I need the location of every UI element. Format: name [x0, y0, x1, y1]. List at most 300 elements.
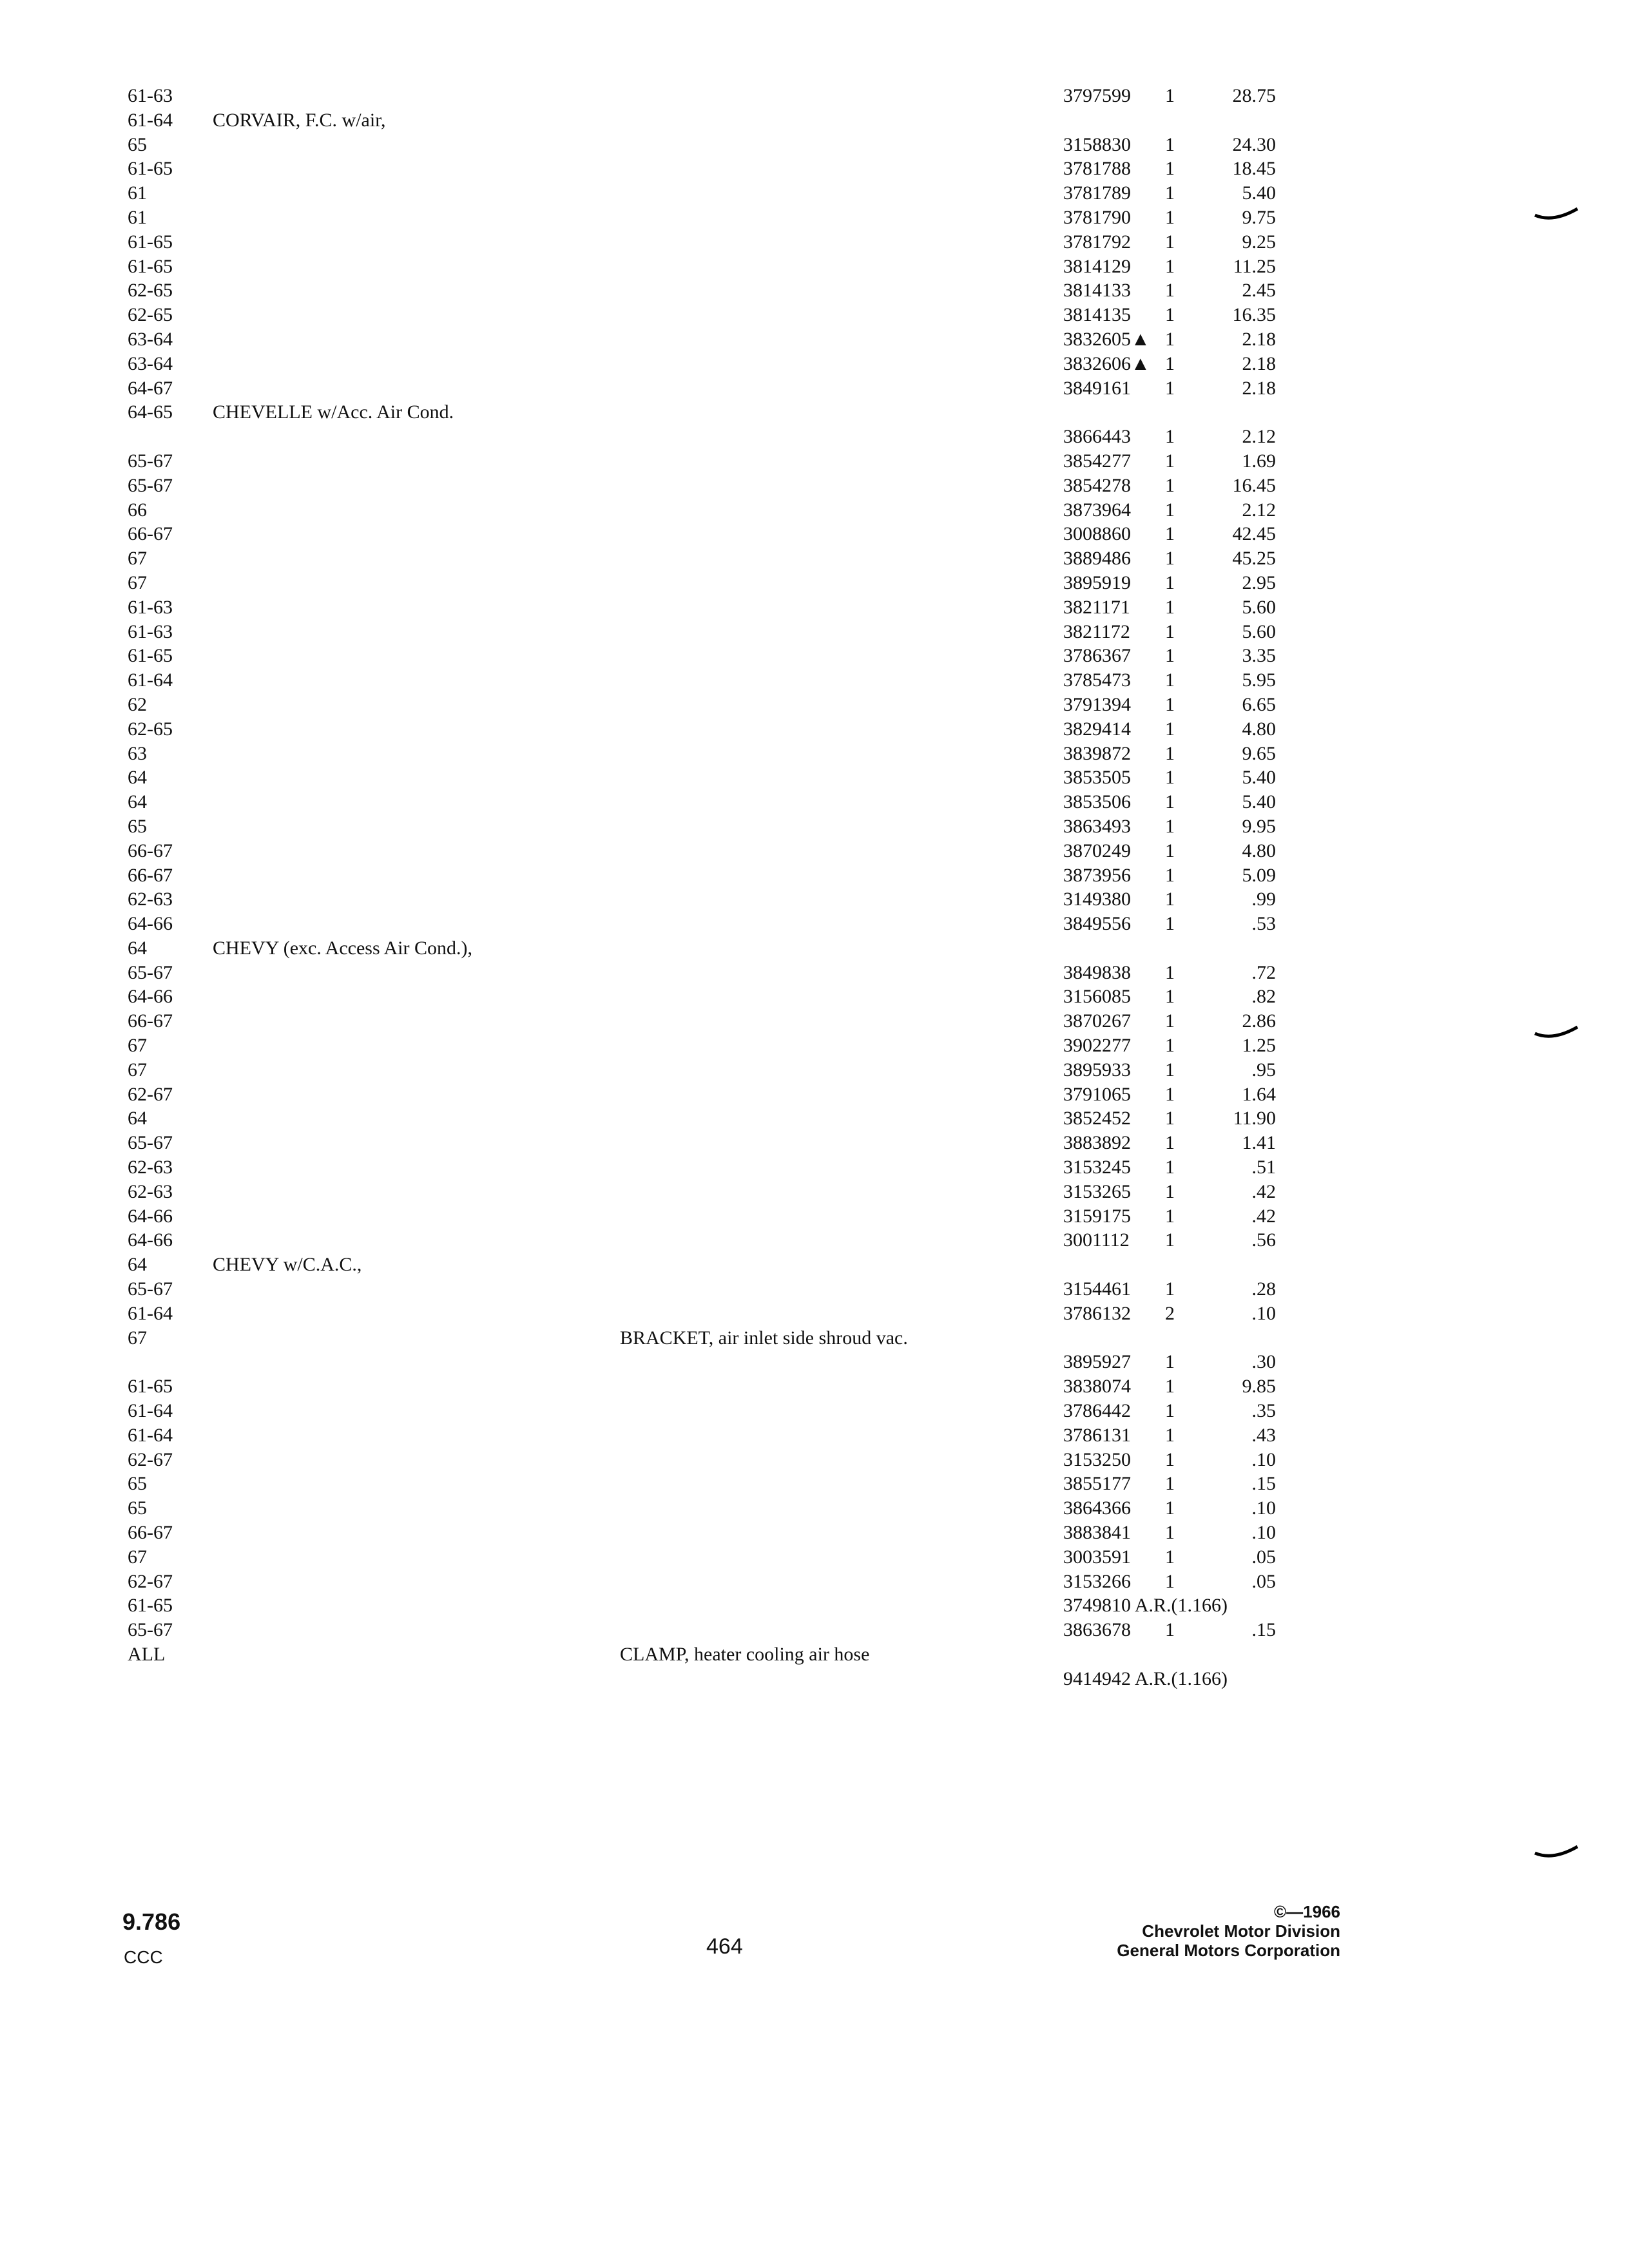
model-year: 62-65	[128, 280, 173, 302]
model-year: 65-67	[128, 474, 173, 496]
quantity: 1	[1165, 1229, 1175, 1251]
part-number: 3854278	[1063, 474, 1131, 496]
list-price: 11.25	[1233, 255, 1276, 277]
parts-row	[0, 1204, 1629, 1229]
parts-row	[0, 1618, 1629, 1642]
vehicle-model: CHEVY w/C.A.C.,	[213, 1254, 362, 1276]
parts-row	[0, 449, 1629, 474]
list-price: 3.35	[1242, 645, 1276, 667]
list-price: 9.95	[1242, 815, 1276, 837]
parts-row	[0, 1180, 1629, 1204]
list-price: 1.69	[1242, 450, 1276, 472]
vehicle-model: CORVAIR, F.C. w/air,	[213, 109, 386, 131]
parts-row	[0, 108, 1629, 133]
quantity: 1	[1165, 840, 1175, 861]
model-year: 64	[128, 1254, 147, 1276]
quantity: 1	[1165, 1570, 1175, 1592]
parts-row	[0, 206, 1629, 230]
model-year: 64	[128, 767, 147, 789]
part-number: 3791065	[1063, 1083, 1131, 1105]
part-description: BRACKET, air inlet side shroud vac.	[620, 1327, 908, 1349]
quantity: 1	[1165, 499, 1175, 521]
parts-row	[0, 936, 1629, 961]
part-number: 3786131	[1063, 1424, 1131, 1446]
model-year: 64	[128, 1108, 147, 1129]
quantity: 1	[1165, 1448, 1175, 1470]
quantity: 1	[1165, 1376, 1175, 1398]
model-year: 65	[128, 1497, 147, 1519]
parts-row	[0, 863, 1629, 888]
list-price: 9.85	[1242, 1376, 1276, 1398]
part-number: 3785473	[1063, 669, 1131, 691]
quantity: 1	[1165, 1059, 1175, 1081]
part-number: 3839872	[1063, 742, 1131, 764]
part-number: 3781789	[1063, 182, 1131, 204]
quantity: 1	[1165, 1278, 1175, 1300]
list-price: .99	[1251, 889, 1276, 910]
parts-row	[0, 887, 1629, 912]
parts-row	[0, 1033, 1629, 1058]
parts-row	[0, 1326, 1629, 1350]
quantity: 1	[1165, 255, 1175, 277]
list-price: 24.30	[1232, 133, 1276, 155]
list-price: .51	[1251, 1157, 1276, 1178]
model-year: 61-65	[128, 255, 173, 277]
quantity: 2	[1165, 1302, 1175, 1324]
parts-row	[0, 912, 1629, 936]
part-number: 9414942 A.R.(1.166)	[1063, 1667, 1228, 1689]
quantity: 1	[1165, 1205, 1175, 1227]
publisher-block	[1031, 1902, 1340, 1960]
quantity: 1	[1165, 1546, 1175, 1568]
list-price: .15	[1251, 1619, 1276, 1641]
parts-row	[0, 278, 1629, 303]
list-price: .72	[1251, 961, 1276, 983]
model-year: 64-66	[128, 913, 173, 935]
part-number: 3781790	[1063, 206, 1131, 228]
model-year: 61-64	[128, 1400, 173, 1422]
parts-row	[0, 1496, 1629, 1521]
vehicle-model: CHEVY (exc. Access Air Cond.),	[213, 937, 472, 959]
parts-row	[0, 1374, 1629, 1399]
list-price: .05	[1251, 1546, 1276, 1568]
list-price: 42.45	[1232, 523, 1276, 545]
parts-row	[0, 522, 1629, 546]
model-year: 67	[128, 1327, 147, 1349]
model-year: 65-67	[128, 1132, 173, 1154]
vehicle-model: CHEVELLE w/Acc. Air Cond.	[213, 401, 454, 423]
part-number: 3853506	[1063, 791, 1131, 813]
model-year: 62	[128, 693, 147, 715]
quantity: 1	[1165, 1132, 1175, 1154]
parts-row	[0, 571, 1629, 595]
part-number: 3895927	[1063, 1351, 1131, 1373]
page-number: 464	[706, 1934, 743, 1959]
quantity: 1	[1165, 182, 1175, 204]
part-number: 3814133	[1063, 280, 1131, 302]
part-number: 3781792	[1063, 231, 1131, 253]
model-year: 61-65	[128, 231, 173, 253]
part-number: 3864366	[1063, 1497, 1131, 1519]
part-number: 3895919	[1063, 572, 1131, 593]
quantity: 1	[1165, 1400, 1175, 1422]
list-price: .10	[1251, 1302, 1276, 1324]
part-number: 3832605▲	[1063, 328, 1150, 350]
part-number: 3832606▲	[1063, 352, 1150, 374]
section-code: 9.786	[122, 1908, 181, 1935]
quantity: 1	[1165, 377, 1175, 399]
quantity: 1	[1165, 328, 1175, 350]
list-price: 9.25	[1242, 231, 1276, 253]
parts-row	[0, 1302, 1629, 1326]
part-number: 3849838	[1063, 961, 1131, 983]
quantity: 1	[1165, 645, 1175, 667]
list-price: .82	[1251, 986, 1276, 1008]
part-number: 3849556	[1063, 913, 1131, 935]
quantity: 1	[1165, 742, 1175, 764]
parts-row	[0, 644, 1629, 668]
model-year: 63	[128, 742, 147, 764]
part-number: 3883892	[1063, 1132, 1131, 1154]
list-price: 1.41	[1242, 1132, 1276, 1154]
quantity: 1	[1165, 718, 1175, 740]
parts-row	[0, 546, 1629, 571]
parts-row	[0, 1009, 1629, 1033]
parts-row	[0, 230, 1629, 255]
quantity: 1	[1165, 231, 1175, 253]
model-year: 65-67	[128, 1278, 173, 1300]
model-year: 61	[128, 182, 147, 204]
parts-row	[0, 1423, 1629, 1448]
model-year: 64-66	[128, 986, 173, 1008]
quantity: 1	[1165, 596, 1175, 618]
parts-row	[0, 1570, 1629, 1594]
parts-row	[0, 181, 1629, 206]
quantity: 1	[1165, 1108, 1175, 1129]
model-year: 61-64	[128, 109, 173, 131]
list-price: 2.86	[1242, 1010, 1276, 1032]
quantity: 1	[1165, 426, 1175, 448]
model-year: 64-66	[128, 1205, 173, 1227]
parts-row	[0, 255, 1629, 279]
parts-row	[0, 668, 1629, 693]
parts-row	[0, 595, 1629, 620]
part-number: 3895933	[1063, 1059, 1131, 1081]
model-year: 65-67	[128, 1619, 173, 1641]
part-number: 3786442	[1063, 1400, 1131, 1422]
margin-check-mark	[1534, 207, 1579, 223]
list-price: 2.12	[1242, 499, 1276, 521]
list-price: 11.90	[1233, 1108, 1276, 1129]
part-number: 3829414	[1063, 718, 1131, 740]
part-number: 3873964	[1063, 499, 1131, 521]
part-number: 3870267	[1063, 1010, 1131, 1032]
quantity: 1	[1165, 767, 1175, 789]
model-year: 61-63	[128, 596, 173, 618]
section-subcode: CCC	[124, 1947, 163, 1967]
model-year: 67	[128, 548, 147, 570]
list-price: 1.64	[1242, 1083, 1276, 1105]
list-price: 2.18	[1242, 377, 1276, 399]
parts-row	[0, 352, 1629, 376]
model-year: 62-65	[128, 718, 173, 740]
quantity: 1	[1165, 791, 1175, 813]
list-price: 5.09	[1242, 864, 1276, 886]
parts-row	[0, 400, 1629, 425]
model-year: 61	[128, 206, 147, 228]
list-price: 2.95	[1242, 572, 1276, 593]
list-price: 2.12	[1242, 426, 1276, 448]
parts-row	[0, 1228, 1629, 1253]
model-year: 61-65	[128, 1376, 173, 1398]
parts-row	[0, 790, 1629, 814]
parts-row	[0, 620, 1629, 644]
model-year: 65-67	[128, 450, 173, 472]
list-price: 16.45	[1232, 474, 1276, 496]
quantity: 1	[1165, 864, 1175, 886]
quantity: 1	[1165, 889, 1175, 910]
list-price: .56	[1251, 1229, 1276, 1251]
quantity: 1	[1165, 815, 1175, 837]
parts-row	[0, 742, 1629, 766]
parts-row	[0, 1448, 1629, 1472]
publisher-division: Chevrolet Motor Division	[1142, 1921, 1340, 1941]
part-number: 3156085	[1063, 986, 1131, 1008]
quantity: 1	[1165, 280, 1175, 302]
part-number: 3849161	[1063, 377, 1131, 399]
model-year: 67	[128, 572, 147, 593]
model-year: 61-64	[128, 669, 173, 691]
quantity: 1	[1165, 986, 1175, 1008]
quantity: 1	[1165, 352, 1175, 374]
list-price: 16.35	[1232, 304, 1276, 326]
quantity: 1	[1165, 304, 1175, 326]
part-number: 3008860	[1063, 523, 1131, 545]
list-price: .42	[1251, 1180, 1276, 1202]
part-number: 3003591	[1063, 1546, 1131, 1568]
quantity: 1	[1165, 620, 1175, 642]
quantity: 1	[1165, 523, 1175, 545]
part-number: 3781788	[1063, 158, 1131, 180]
parts-row	[0, 1642, 1629, 1667]
parts-row	[0, 474, 1629, 498]
parts-row	[0, 717, 1629, 742]
part-number: 3866443	[1063, 426, 1131, 448]
model-year: 62-63	[128, 889, 173, 910]
part-number: 3153265	[1063, 1180, 1131, 1202]
model-year: 64	[128, 937, 147, 959]
list-price: .42	[1251, 1205, 1276, 1227]
quantity: 1	[1165, 913, 1175, 935]
model-year: 64-67	[128, 377, 173, 399]
list-price: .43	[1251, 1424, 1276, 1446]
part-number: 3889486	[1063, 548, 1131, 570]
list-price: 5.60	[1242, 596, 1276, 618]
quantity: 1	[1165, 450, 1175, 472]
list-price: 2.45	[1242, 280, 1276, 302]
parts-row	[0, 1667, 1629, 1691]
quantity: 1	[1165, 1180, 1175, 1202]
parts-row	[0, 327, 1629, 352]
parts-row	[0, 1472, 1629, 1496]
list-price: .95	[1251, 1059, 1276, 1081]
parts-row	[0, 839, 1629, 863]
parts-row	[0, 1155, 1629, 1180]
part-number: 3786367	[1063, 645, 1131, 667]
model-year: 62-67	[128, 1448, 173, 1470]
model-year: 65-67	[128, 961, 173, 983]
part-number: 3149380	[1063, 889, 1131, 910]
model-year: 66-67	[128, 523, 173, 545]
quantity: 1	[1165, 1619, 1175, 1641]
model-year: 65	[128, 815, 147, 837]
list-price: 9.75	[1242, 206, 1276, 228]
part-number: 3153245	[1063, 1157, 1131, 1178]
parts-row	[0, 1058, 1629, 1082]
quantity: 1	[1165, 85, 1175, 106]
list-price: 4.80	[1242, 840, 1276, 861]
model-year: 64-65	[128, 401, 173, 423]
model-year: 66-67	[128, 840, 173, 861]
quantity: 1	[1165, 961, 1175, 983]
parts-row	[0, 1131, 1629, 1155]
parts-row	[0, 814, 1629, 839]
part-number: 3873956	[1063, 864, 1131, 886]
parts-row	[0, 425, 1629, 449]
list-price: 28.75	[1232, 85, 1276, 106]
list-price: 5.40	[1242, 791, 1276, 813]
part-number: 3852452	[1063, 1108, 1131, 1129]
quantity: 1	[1165, 133, 1175, 155]
model-year: 62-67	[128, 1083, 173, 1105]
part-number: 3814135	[1063, 304, 1131, 326]
model-year: 65	[128, 1473, 147, 1495]
part-number: 3853505	[1063, 767, 1131, 789]
list-price: 9.65	[1242, 742, 1276, 764]
parts-list	[0, 84, 1629, 1691]
part-description: CLAMP, heater cooling air hose	[620, 1644, 870, 1665]
model-year: 63-64	[128, 352, 173, 374]
parts-row	[0, 1545, 1629, 1570]
model-year: 66	[128, 499, 147, 521]
parts-row	[0, 157, 1629, 181]
quantity: 1	[1165, 1497, 1175, 1519]
model-year: 61-65	[128, 158, 173, 180]
quantity: 1	[1165, 1083, 1175, 1105]
list-price: .30	[1251, 1351, 1276, 1373]
publisher-corporation: General Motors Corporation	[1117, 1941, 1340, 1960]
parts-row	[0, 1350, 1629, 1374]
parts-row	[0, 303, 1629, 327]
parts-row	[0, 1106, 1629, 1131]
model-year: 62-67	[128, 1570, 173, 1592]
parts-row	[0, 1399, 1629, 1423]
model-year: 62-63	[128, 1180, 173, 1202]
parts-row	[0, 1082, 1629, 1107]
quantity: 1	[1165, 474, 1175, 496]
part-number: 3883841	[1063, 1522, 1131, 1544]
parts-row	[0, 961, 1629, 985]
part-number: 3786132	[1063, 1302, 1131, 1324]
part-number: 3863678	[1063, 1619, 1131, 1641]
quantity: 1	[1165, 1035, 1175, 1057]
model-year: 64-66	[128, 1229, 173, 1251]
list-price: .05	[1251, 1570, 1276, 1592]
part-number: 3814129	[1063, 255, 1131, 277]
part-number: 3854277	[1063, 450, 1131, 472]
list-price: 5.95	[1242, 669, 1276, 691]
parts-row	[0, 133, 1629, 157]
list-price: 45.25	[1232, 548, 1276, 570]
model-year: 67	[128, 1546, 147, 1568]
quantity: 1	[1165, 1351, 1175, 1373]
quantity: 1	[1165, 1424, 1175, 1446]
model-year: 61-63	[128, 620, 173, 642]
part-number: 3838074	[1063, 1376, 1131, 1398]
part-number: 3159175	[1063, 1205, 1131, 1227]
part-number: 3855177	[1063, 1473, 1131, 1495]
list-price: .10	[1251, 1448, 1276, 1470]
parts-row	[0, 1593, 1629, 1618]
model-year: 66-67	[128, 1010, 173, 1032]
part-number: 3863493	[1063, 815, 1131, 837]
quantity: 1	[1165, 206, 1175, 228]
quantity: 1	[1165, 548, 1175, 570]
parts-row	[0, 376, 1629, 401]
parts-row	[0, 693, 1629, 717]
model-year: 61-63	[128, 85, 173, 106]
margin-check-mark	[1534, 1845, 1579, 1861]
part-number: 3158830	[1063, 133, 1131, 155]
copyright-notice: ©—1966	[1274, 1902, 1340, 1921]
part-number: 3749810 A.R.(1.166)	[1063, 1595, 1228, 1617]
model-year: 62-63	[128, 1157, 173, 1178]
model-year: 66-67	[128, 864, 173, 886]
list-price: 2.18	[1242, 352, 1276, 374]
parts-row	[0, 498, 1629, 523]
list-price: 4.80	[1242, 718, 1276, 740]
parts-row	[0, 1277, 1629, 1302]
list-price: 5.40	[1242, 767, 1276, 789]
list-price: 18.45	[1232, 158, 1276, 180]
part-number: 3153266	[1063, 1570, 1131, 1592]
quantity: 1	[1165, 572, 1175, 593]
list-price: 1.25	[1242, 1035, 1276, 1057]
part-number: 3902277	[1063, 1035, 1131, 1057]
model-year: 61-65	[128, 1595, 173, 1617]
list-price: .15	[1251, 1473, 1276, 1495]
list-price: 5.40	[1242, 182, 1276, 204]
model-year: 65	[128, 133, 147, 155]
part-number: 3870249	[1063, 840, 1131, 861]
model-year: 64	[128, 791, 147, 813]
part-number: 3001112	[1063, 1229, 1130, 1251]
model-year: ALL	[128, 1644, 166, 1665]
model-year: 61-64	[128, 1424, 173, 1446]
quantity: 1	[1165, 1010, 1175, 1032]
list-price: 6.65	[1242, 693, 1276, 715]
model-year: 67	[128, 1059, 147, 1081]
list-price: .53	[1251, 913, 1276, 935]
quantity: 1	[1165, 693, 1175, 715]
part-number: 3153250	[1063, 1448, 1131, 1470]
quantity: 1	[1165, 1522, 1175, 1544]
parts-row	[0, 1521, 1629, 1545]
quantity: 1	[1165, 158, 1175, 180]
model-year: 61-65	[128, 645, 173, 667]
list-price: 2.18	[1242, 328, 1276, 350]
parts-row	[0, 985, 1629, 1009]
